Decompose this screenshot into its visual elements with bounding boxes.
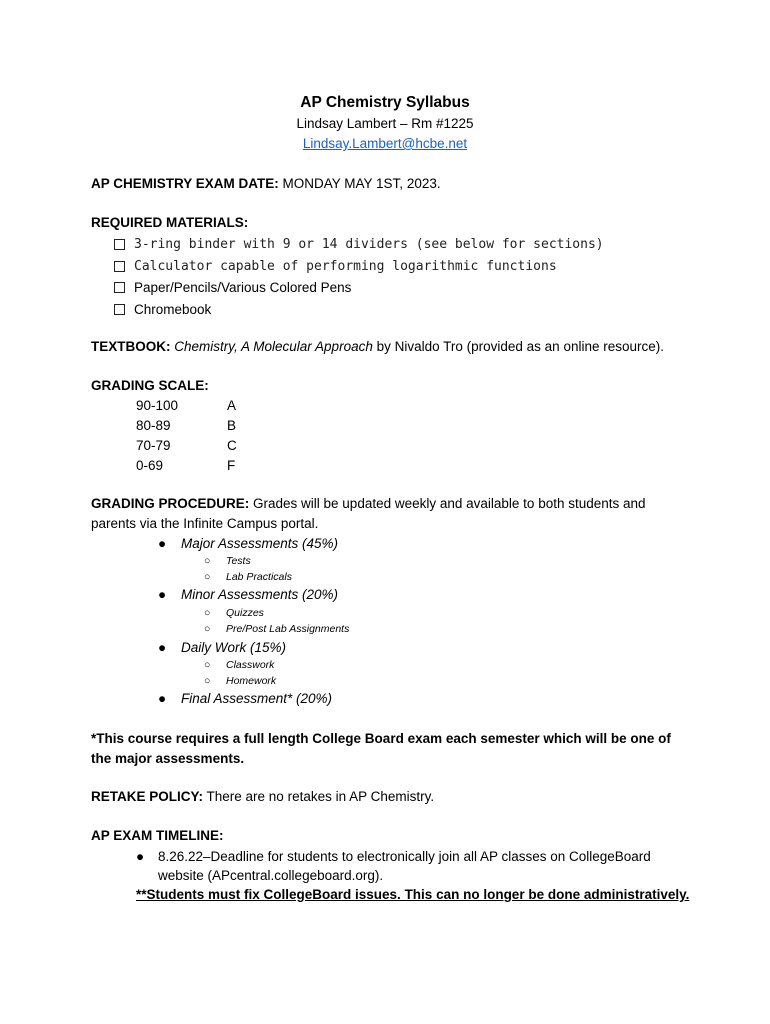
checklist-item — [114, 234, 604, 256]
document-title: AP Chemistry Syllabus — [300, 94, 470, 111]
bullet-icon: ● — [158, 587, 167, 602]
exam-date-value: MONDAY MAY 1ST, 2023. — [278, 176, 441, 191]
grade-row — [136, 436, 237, 456]
grade-letter: A — [227, 398, 237, 413]
bullet-icon: ● — [158, 536, 167, 551]
timeline-item — [136, 847, 696, 885]
materials-label: REQUIRED MATERIALS: — [91, 215, 249, 230]
grade-row — [136, 456, 235, 476]
grading-scale-label: GRADING SCALE: — [91, 378, 209, 393]
sub-bullet-icon: ○ — [204, 607, 211, 619]
grading-scale-heading — [91, 376, 691, 396]
checklist-item-label: 3-ring binder with 9 or 14 dividers (see below for sections) — [134, 237, 604, 253]
grading-procedure-text: Grades will be updated weekly and available to both students and parents via the Infinite Campus portal. — [91, 496, 646, 531]
grade-letter: F — [227, 458, 236, 473]
checklist-item-label: Calculator capable of performing logarithmic functions — [134, 258, 557, 274]
sub-bullet-icon: ○ — [204, 555, 211, 567]
grading-category-label: Final Assessment* (20%) — [181, 691, 333, 706]
checklist-item-label: Paper/Pencils/Various Colored Pens — [134, 280, 352, 296]
textbook-rest: by Nivaldo Tro (provided as an online resource). — [372, 339, 664, 354]
materials-heading — [91, 213, 691, 233]
grade-row — [136, 416, 236, 436]
grade-range: 0-69 — [136, 458, 164, 473]
textbook-title: Chemistry, A Molecular Approach — [174, 339, 373, 354]
sub-bullet-icon: ○ — [204, 623, 211, 635]
grading-subcategory — [204, 606, 264, 620]
grading-subcategory — [204, 658, 274, 672]
grading-category-label: Daily Work (15%) — [181, 640, 287, 655]
exam-date-label: AP CHEMISTRY EXAM DATE: — [91, 176, 279, 191]
sub-bullet-icon: ○ — [204, 659, 211, 671]
grade-letter: B — [227, 418, 237, 433]
checkbox-icon[interactable] — [114, 261, 125, 272]
teacher-email-link[interactable]: Lindsay.Lambert@hcbe.net — [302, 136, 468, 151]
grade-row — [136, 396, 236, 416]
grading-category — [158, 639, 286, 657]
grading-category-label: Minor Assessments (20%) — [181, 587, 339, 602]
retake-label: RETAKE POLICY: — [91, 789, 204, 804]
exam-date-line — [91, 174, 691, 194]
checklist-item-label: Chromebook — [134, 301, 212, 317]
grading-subcategory-label: Homework — [226, 675, 277, 687]
timeline-item-text: 8.26.22–Deadline for students to electronically join all AP classes on CollegeBoard website (APcentral.collegeboard.org). — [158, 849, 651, 883]
checkbox-icon[interactable] — [114, 239, 125, 250]
textbook-line — [91, 337, 691, 357]
grading-subcategory — [204, 622, 349, 636]
grading-subcategory-label: Tests — [226, 555, 251, 567]
textbook-label: TEXTBOOK: — [91, 339, 171, 354]
grading-procedure-paragraph — [91, 494, 661, 534]
grading-subcategory-label: Classwork — [226, 659, 275, 671]
checklist-item — [114, 256, 604, 278]
college-board-note: *This course requires a full length College Board exam each semester which will be one of the major assessments. — [91, 731, 671, 766]
timeline-label: AP EXAM TIMELINE: — [91, 828, 224, 843]
grading-subcategory-label: Lab Practicals — [226, 571, 292, 583]
materials-checklist — [114, 234, 604, 320]
retake-policy-line — [91, 787, 691, 807]
grading-subcategory — [204, 674, 276, 688]
grading-procedure-label: GRADING PROCEDURE: — [91, 496, 250, 511]
grading-category — [158, 535, 338, 553]
sub-bullet-icon: ○ — [204, 571, 211, 583]
grading-category — [158, 586, 338, 604]
grading-subcategory-label: Pre/Post Lab Assignments — [226, 623, 350, 635]
bullet-icon: ● — [158, 640, 167, 655]
document-header — [0, 92, 770, 154]
retake-text: There are no retakes in AP Chemistry. — [203, 789, 435, 804]
checkbox-icon[interactable] — [114, 304, 125, 315]
grading-category — [158, 690, 332, 708]
timeline-heading — [91, 826, 691, 846]
collegeboard-warning: **Students must fix CollegeBoard issues. This can no longer be done administratively. — [136, 887, 690, 902]
grade-range: 80-89 — [136, 418, 171, 433]
grading-subcategory — [204, 570, 292, 584]
teacher-info: Lindsay Lambert – Rm #1225 — [296, 116, 474, 131]
checklist-item — [114, 277, 604, 299]
grading-subcategory-label: Quizzes — [226, 607, 264, 619]
grading-subcategory — [204, 554, 251, 568]
checkbox-icon[interactable] — [114, 282, 125, 293]
checklist-item — [114, 299, 604, 321]
grade-range: 70-79 — [136, 438, 171, 453]
grade-letter: C — [227, 438, 237, 453]
sub-bullet-icon: ○ — [204, 675, 211, 687]
grade-range: 90-100 — [136, 398, 179, 413]
bullet-icon: ● — [158, 691, 167, 706]
bullet-icon: ● — [136, 849, 145, 864]
grading-category-label: Major Assessments (45%) — [181, 536, 339, 551]
